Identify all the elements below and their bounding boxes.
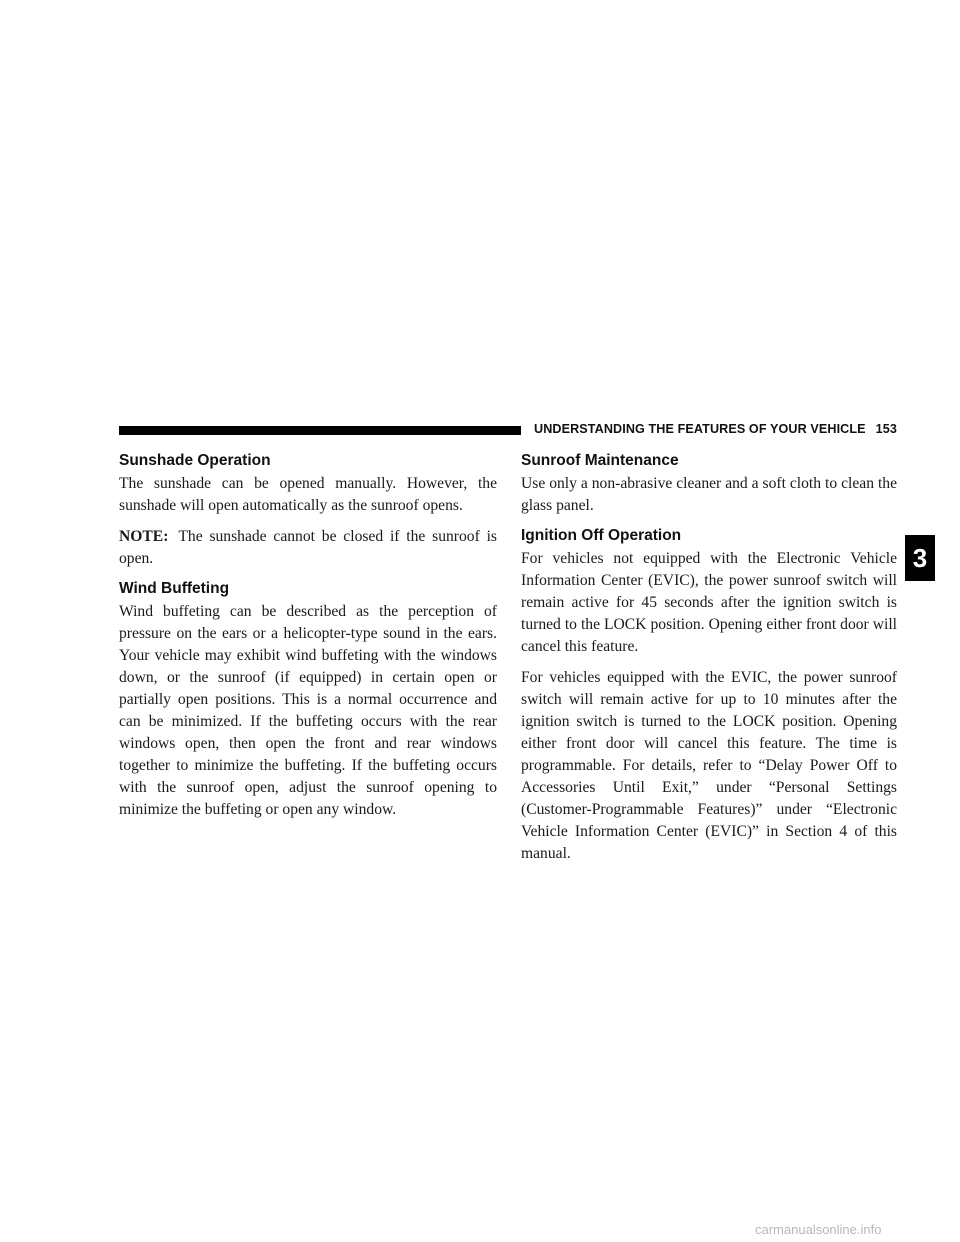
page-number: 153 [875,422,897,436]
section-wind-buffeting [119,579,497,821]
chapter-tab: 3 [905,535,935,581]
header-rule [119,426,521,435]
heading-sunroof-maintenance: Sunroof Maintenance [521,452,679,469]
paragraph-sunroof-maintenance: Use only a non-abrasive cleaner and a soft cloth to clean the glass panel. [521,475,897,514]
note-label: NOTE: [119,528,169,545]
heading-ignition-off-operation: Ignition Off Operation [521,527,682,544]
note-sunshade [119,526,497,570]
left-column [119,451,497,830]
paragraph-ignition-evic: For vehicles equipped with the EVIC, the power sunroof switch will remain active for up to 10 minutes after the ignition switch is turned to the LOCK position. Opening either front door will cancel this feature. The time is programmable. For details, refer to “Delay Power Off to Accessories Until Exit,” under “Personal Settings (Customer-Programmable Features)” under “Electronic Vehicle Information Center (EVIC)” in Section 4 of this manual. [521,669,897,862]
paragraph-ignition-no-evic: For vehicles not equipped with the Electronic Vehicle Information Center (EVIC), the power sunroof switch will remain active for 45 seconds after the ignition switch is turned to the LOCK position. Opening either front door will cancel this feature. [521,550,897,655]
paragraph-wind-buffeting: Wind buffeting can be described as the perception of pressure on the ears or a helicopter-type sound in the ears. Your vehicle may exhibit wind buffeting with the windows down, or the sunroof (if equipped) in certain open or partially open positions. This is a normal occurrence and can be minimized. If the buffeting occurs with the rear windows open, then open the front and rear windows together to minimize the buffeting. If the buffeting occurs with the sunroof open, adjust the sunroof opening to minimize the buffeting or open any window. [119,603,497,818]
section-sunshade-operation [119,451,497,570]
note-text: The sunshade cannot be closed if the sunroof is open. [119,528,497,567]
right-column [521,451,897,874]
heading-sunshade-operation: Sunshade Operation [119,452,271,469]
running-header [534,422,897,436]
watermark: carmanualsonline.info [755,1222,882,1237]
header-title: UNDERSTANDING THE FEATURES OF YOUR VEHICLE [534,422,866,436]
paragraph-sunshade: The sunshade can be opened manually. However, the sunshade will open automatically as the sunroof opens. [119,475,497,514]
section-sunroof-maintenance [521,451,897,517]
section-ignition-off-operation [521,526,897,865]
heading-wind-buffeting: Wind Buffeting [119,580,230,597]
